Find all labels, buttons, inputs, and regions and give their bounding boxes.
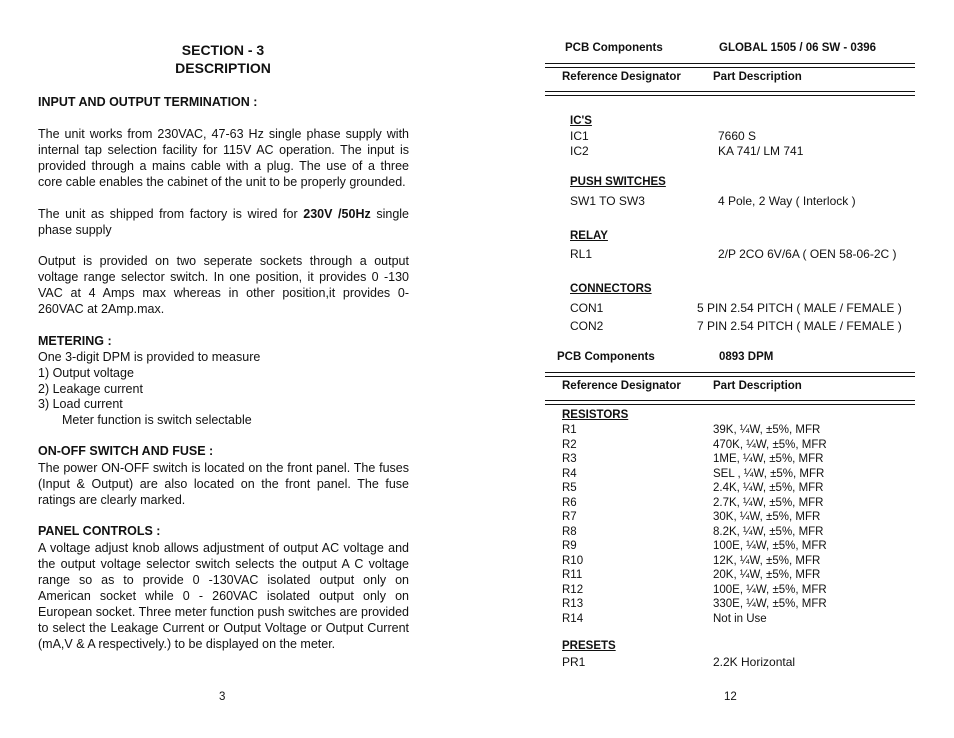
preset-part: 2.2K Horizontal: [713, 655, 796, 669]
io-paragraph-3: Output is provided on two seperate sockets through a output voltage range selector switch. In one position, it provides 0 -130 VAC at 4 Amps max whereas in other position,it provides 0-260VAC at 2Amp.max.: [38, 254, 409, 316]
resistor-ref: R7: [562, 511, 577, 523]
resistor-part: 20K, ¼W, ±5%, MFR: [713, 569, 821, 581]
resistor-part-column: [713, 423, 827, 626]
resistor-ref: R14: [562, 612, 584, 625]
resistor-part: 2.4K, ¼W, ±5%, MFR: [713, 482, 824, 494]
divider: [545, 372, 915, 377]
connector-part: 5 PIN 2.54 PITCH ( MALE / FEMALE ): [697, 301, 902, 315]
switch-paragraph: The power ON-OFF switch is located on the front panel. The fuses (Input & Output) are also located on the front panel. The fuse ratings are clearly marked.: [38, 461, 409, 507]
io-para2-tail: single phase supply: [38, 207, 409, 237]
resistor-part: 12K, ¼W, ±5%, MFR: [713, 554, 821, 567]
io-para2-text: The unit as shipped from factory is wired for: [38, 207, 304, 221]
section-number: SECTION - 3: [181, 42, 265, 58]
panel-heading: PANEL CONTROLS :: [38, 524, 161, 538]
resistor-ref: R4: [562, 467, 577, 480]
resistor-part: 8.2K, ¼W, ±5%, MFR: [713, 525, 824, 538]
resistors-heading: RESISTORS: [562, 409, 629, 421]
table1-label: PCB Components: [565, 42, 663, 54]
section-title: DESCRIPTION: [175, 60, 271, 76]
resistor-part: 1ME, ¼W, ±5%, MFR: [713, 453, 824, 465]
ic-part: KA 741/ LM 741: [718, 144, 804, 158]
panel-paragraph: A voltage adjust knob allows adjustment of output AC voltage and the output voltage selector switch selects the output A C voltage range so as to provide 0 -130VAC isolated output only on American socket while 0 - 260VAC isolated output only on European socket. Three meter function push switches are provided to select the Leakage Current or Output Voltage or Output Current (mA,V & A respectively.) to be displayed on the meter.: [38, 541, 409, 651]
metering-heading: METERING :: [38, 334, 112, 348]
resistor-ref: R6: [562, 496, 577, 509]
resistor-ref: R5: [562, 482, 577, 494]
resistor-ref: R3: [562, 453, 577, 465]
presets-heading: PRESETS: [562, 640, 616, 652]
io-paragraph-2: [38, 206, 409, 238]
switch-heading: ON-OFF SWITCH AND FUSE :: [38, 444, 214, 458]
table1-col-ref: Reference Designator: [562, 71, 681, 83]
resistor-ref: R12: [562, 583, 584, 596]
metering-intro: One 3-digit DPM is provided to measure: [38, 350, 261, 364]
push-ref: SW1 TO SW3: [570, 194, 645, 208]
divider: [545, 63, 915, 68]
resistor-part: 39K, ¼W, ±5%, MFR: [713, 424, 821, 436]
divider: [545, 400, 915, 405]
connector-ref: CON1: [570, 301, 604, 315]
resistor-part: 100E, ¼W, ±5%, MFR: [713, 540, 827, 552]
io-para2-bold: 230V /50Hz: [303, 207, 371, 221]
table2-col-part: Part Description: [713, 380, 802, 392]
metering-note: Meter function is switch selectable: [62, 413, 252, 427]
resistor-ref: R10: [562, 554, 584, 567]
resistor-part: 330E, ¼W, ±5%, MFR: [713, 598, 827, 610]
resistor-part: Not in Use: [713, 612, 767, 625]
ic-ref: IC2: [570, 144, 589, 158]
relay-heading: RELAY: [570, 230, 608, 242]
ic-part: 7660 S: [718, 129, 757, 143]
resistor-ref: R11: [562, 569, 583, 581]
table1-col-part: Part Description: [713, 71, 802, 83]
relay-part: 2/P 2CO 6V/6A ( OEN 58-06-2C ): [718, 247, 897, 261]
table2-label: PCB Components: [557, 351, 655, 363]
io-paragraph-1: The unit works from 230VAC, 47-63 Hz single phase supply with internal tap selection facility for 115V AC operation. The input is provided through a mains cable with a plug. The use of a three core cable enables the cabinet of the unit to be properly grounded.: [38, 127, 409, 189]
preset-ref: PR1: [562, 655, 586, 669]
resistor-ref-column: [562, 423, 583, 626]
table1-code: GLOBAL 1505 / 06 SW - 0396: [719, 42, 877, 54]
metering-item: 3) Load current: [38, 397, 123, 411]
metering-item: 1) Output voltage: [38, 366, 134, 380]
connector-part: 7 PIN 2.54 PITCH ( MALE / FEMALE ): [697, 319, 902, 333]
resistor-ref: R9: [562, 540, 577, 552]
push-part: 4 Pole, 2 Way ( Interlock ): [718, 194, 856, 208]
io-heading: INPUT AND OUTPUT TERMINATION :: [38, 95, 258, 109]
ics-heading: IC'S: [570, 115, 592, 127]
connector-ref: CON2: [570, 319, 604, 333]
resistor-part: 470K, ¼W, ±5%, MFR: [713, 438, 827, 451]
resistor-part: 30K, ¼W, ±5%, MFR: [713, 511, 821, 523]
connectors-heading: CONNECTORS: [570, 283, 652, 295]
table2-code: 0893 DPM: [719, 351, 774, 363]
resistor-part: SEL , ¼W, ±5%, MFR: [713, 467, 825, 480]
metering-item: 2) Leakage current: [38, 382, 143, 396]
push-switches-heading: PUSH SWITCHES: [570, 176, 666, 188]
relay-ref: RL1: [570, 247, 593, 261]
page-number-right: 12: [724, 691, 737, 703]
resistor-ref: R13: [562, 598, 584, 610]
resistor-ref: R2: [562, 438, 577, 451]
table2-col-ref: Reference Designator: [562, 380, 681, 392]
page-number-left: 3: [219, 691, 226, 703]
divider: [545, 91, 915, 96]
resistor-ref: R8: [562, 525, 577, 538]
resistor-ref: R1: [562, 424, 577, 436]
resistor-part: 2.7K, ¼W, ±5%, MFR: [713, 496, 824, 509]
ic-ref: IC1: [570, 129, 589, 143]
resistor-part: 100E, ¼W, ±5%, MFR: [713, 583, 827, 596]
